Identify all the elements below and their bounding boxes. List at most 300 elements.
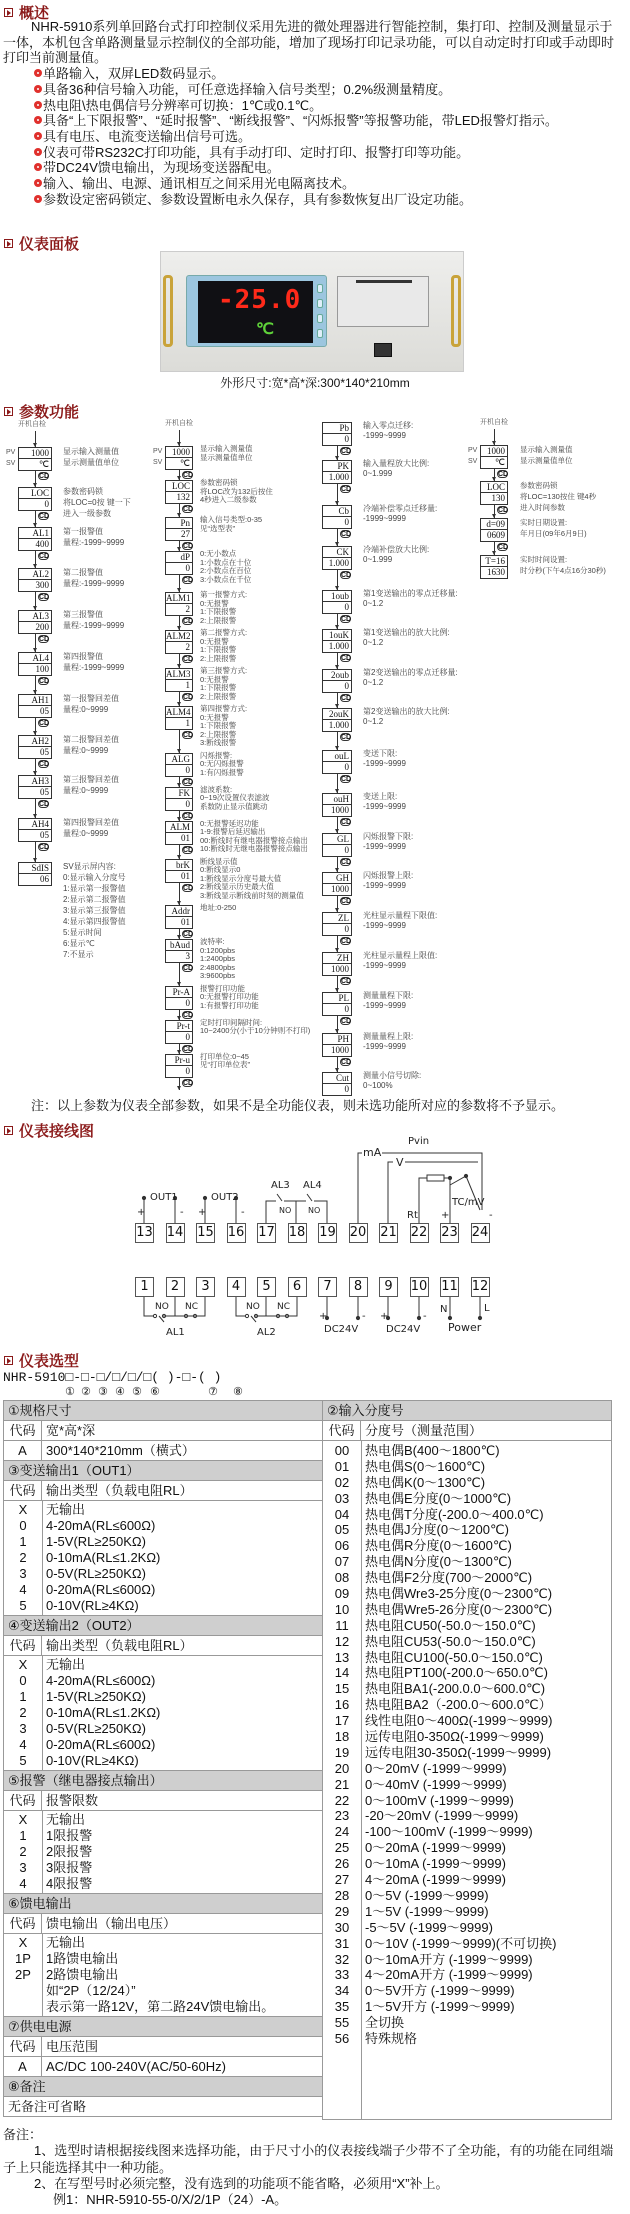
code-cell: 2P <box>15 1967 31 1982</box>
desc-cell: 热电偶Wre3-25分度(0～2300℃) <box>365 1586 553 1602</box>
param-box-al1 <box>18 527 52 551</box>
param-box-pb <box>322 422 352 446</box>
table-row <box>4 1935 322 1951</box>
param-code: 2ouK <box>323 709 351 720</box>
code-cell: 30 <box>334 1919 350 1935</box>
section-arrow-icon <box>4 239 13 248</box>
code-cell: 19 <box>334 1744 350 1760</box>
table-row <box>4 1441 322 1461</box>
out1-label: OUT1 <box>150 1192 178 1203</box>
param-value: 01 <box>181 917 190 927</box>
param-code: Pn <box>166 518 192 529</box>
param-box-1000 <box>480 445 508 469</box>
code-cell <box>4 1999 42 2015</box>
param-box-1ouk <box>322 629 352 653</box>
desc-cell: 热电偶S(0～1600℃) <box>365 1458 486 1474</box>
table-row <box>4 1673 322 1689</box>
code-cell: 4 <box>19 1582 27 1597</box>
param-code: ALM <box>166 822 192 833</box>
pv-display-value: -25.0 <box>218 285 302 315</box>
param-value: ℃ <box>179 458 190 468</box>
set-key-icon: CD <box>498 507 509 514</box>
param-description <box>63 609 124 631</box>
terminal-20: 20 <box>349 1223 368 1243</box>
set-key-icon: CD <box>341 695 352 702</box>
table-section-title: ④变送输出2（OUT2） <box>4 1616 322 1636</box>
param-description-line: 1:下限报警 <box>200 645 237 654</box>
param-box-t=16 <box>480 555 508 579</box>
param-description-line: 输入信号类型:0-35 <box>200 515 263 524</box>
param-box-al2 <box>18 568 52 592</box>
param-description-line: 0:1200pbs <box>200 945 236 955</box>
param-description <box>63 651 124 673</box>
param-description-line: 0~19次设置仪表滤波 <box>200 793 270 802</box>
flow-arrow <box>337 1015 338 1033</box>
flow-arrow <box>337 652 338 669</box>
table-row <box>4 1999 322 2015</box>
feature-item <box>3 82 617 98</box>
feature-text: 热电阻\热电偶信号分辨率可切换：1℃或0.1℃。 <box>43 97 323 113</box>
table-row <box>323 1491 611 1507</box>
code-cell: X <box>18 1502 28 1517</box>
flow-arrow <box>179 503 180 517</box>
wiring-lines <box>0 1130 630 1350</box>
flow-arrow <box>337 483 338 505</box>
param-code: bAud <box>166 940 192 951</box>
table-row <box>323 1872 611 1888</box>
param-code: Pr-A <box>166 987 192 998</box>
param-description-line: 0:无报警 <box>200 598 229 608</box>
param-box-zh <box>322 952 352 976</box>
model-marker: ⑥ <box>150 1386 160 1398</box>
param-box-baud <box>165 939 193 963</box>
flow-arrow <box>494 429 495 445</box>
param-description-line: 0:无报警延迟功能 <box>200 818 259 828</box>
param-description-line: 0:无小数点 <box>200 549 237 558</box>
param-value: 1.000 <box>328 641 349 651</box>
param-value: 1000 <box>331 805 349 815</box>
set-key-icon: CD <box>39 844 50 851</box>
param-description <box>200 550 251 584</box>
param-value: 0 <box>344 602 349 612</box>
table-header-row <box>4 1421 322 1441</box>
set-key-icon: CD <box>39 513 50 520</box>
flow-arrow <box>337 816 338 833</box>
param-description-line: 波特率: <box>200 937 225 946</box>
param-description <box>200 858 304 901</box>
param-description-line: 光柱显示量程上限值: <box>363 951 438 960</box>
param-code: Pb <box>323 423 351 434</box>
param-description <box>200 904 236 913</box>
param-description-line: 量程:0~9999 <box>63 829 109 838</box>
feature-text: 具备36种信号输入功能，可任意选择输入信号类型；0.2%级测量精度。 <box>43 81 452 97</box>
desc-cell: 0-20mA(RL≤600Ω) <box>46 1582 156 1597</box>
feature-item <box>3 129 617 145</box>
desc-cell: 热电偶J分度(0～1200℃) <box>365 1522 509 1538</box>
bullet-icon <box>34 163 42 171</box>
desc-cell: 无输出 <box>46 1502 86 1517</box>
table-section-title: ①规格尺寸 <box>4 1401 322 1421</box>
table-row <box>323 1618 611 1634</box>
param-description-line: 滤波系数: <box>200 784 233 794</box>
param-description-line: 将LOC=130按住 键4秒 <box>520 492 597 501</box>
set-key-icon: CD <box>183 506 194 513</box>
desc-cell: 0～5V (-1999～9999) <box>365 1887 489 1903</box>
param-code: 1000 <box>166 447 192 458</box>
desc-cell: 特殊规格 <box>365 2030 418 2046</box>
param-description-line: 1:下限报警 <box>200 607 237 616</box>
table-row <box>323 1507 611 1523</box>
table-row <box>323 1808 611 1824</box>
desc-cell: 0-10V(RL≥4KΩ) <box>46 1753 139 1768</box>
section-title: 仪表接线图 <box>19 1122 95 1140</box>
code-cell: 34 <box>334 1983 350 1999</box>
param-code: T=16 <box>481 556 507 567</box>
desc-cell: 热电阻BA2（-200.0～600.0℃） <box>365 1697 552 1713</box>
plus-sign: + <box>319 1311 328 1322</box>
power-switch <box>374 343 392 357</box>
flow-arrow <box>337 569 338 590</box>
param-code: ALM3 <box>166 669 191 679</box>
set-key-icon: CD <box>341 1018 352 1025</box>
table-row <box>323 1681 611 1697</box>
printer-module <box>337 276 429 327</box>
param-description <box>200 985 259 1011</box>
pv-label: PV <box>468 447 478 454</box>
param-description-line: 打印单位:0~45 <box>200 1051 249 1061</box>
table-list <box>4 1501 322 1616</box>
code-cell: 01 <box>334 1458 350 1474</box>
set-key-icon: CD <box>39 720 50 727</box>
param-description-line: 第三报警回差值 <box>63 775 119 784</box>
set-key-icon: CD <box>341 859 352 866</box>
desc-cell: 热电阻BA1(-200.0.0～600.0℃) <box>365 1681 546 1697</box>
desc-cell: 0～5V开方 (-1999～9999) <box>365 1983 515 1999</box>
param-description <box>200 629 247 663</box>
flow-arrow <box>179 928 180 939</box>
flow-arrow <box>35 675 36 694</box>
column-header: 代码 <box>323 1421 361 1440</box>
param-description <box>363 871 413 891</box>
param-code: ALM1 <box>166 593 191 603</box>
desc-cell: 1-5V(RL≥250KΩ) <box>46 1689 146 1704</box>
param-value: ℃ <box>38 459 49 469</box>
n-label: N <box>440 1304 448 1315</box>
table-row <box>4 1967 322 1983</box>
flow-arrow <box>337 975 338 992</box>
param-box-ah3 <box>18 775 52 799</box>
desc-cell: 无输出 <box>46 1935 86 1950</box>
desc-cell: 4-20mA(RL≤600Ω) <box>46 1673 156 1688</box>
param-value: 0 <box>185 1031 190 1042</box>
table-header-row <box>4 1636 322 1656</box>
param-description <box>63 526 124 548</box>
param-value: 200 <box>35 622 49 632</box>
table-row <box>4 1550 322 1566</box>
set-key-icon: CD <box>341 486 352 493</box>
led-screen <box>198 281 313 343</box>
set-key-icon: CD <box>341 572 352 579</box>
bullet-icon <box>34 132 42 140</box>
desc-cell: 1-5V(RL≥250KΩ) <box>46 1534 146 1549</box>
param-description-line: 2:断线显示历史最大值 <box>200 882 274 891</box>
out2-label: OUT2 <box>211 1192 239 1203</box>
param-description-line: 参数密码锁 <box>520 481 558 490</box>
column-header: 电压范围 <box>46 2039 99 2054</box>
remark-example: 例1：NHR-5910-55-0/X/2/1P（24）-A。 <box>53 2192 288 2208</box>
code-cell: 20 <box>334 1760 350 1776</box>
param-code: 1ouK <box>323 630 351 641</box>
code-cell: 21 <box>334 1776 350 1792</box>
param-value: 05 <box>40 787 49 797</box>
plus-sign: + <box>198 1207 207 1218</box>
table-row <box>323 1920 611 1936</box>
column-header: 馈电输出（输出电压） <box>46 1916 177 1931</box>
desc-cell: 3限报警 <box>46 1860 93 1875</box>
param-description-line: 第2变送输出的放大比例: <box>363 707 450 716</box>
desc-cell: 4～20mA开方 (-1999～9999) <box>365 1967 533 1983</box>
param-box-fk <box>165 787 193 811</box>
terminal-24: 24 <box>471 1223 490 1243</box>
param-description-line: 闪烁报警下限: <box>363 832 414 841</box>
flow-arrow <box>35 841 36 862</box>
param-description-line: 量程:-1999~9999 <box>63 538 125 547</box>
table-row <box>323 1967 611 1983</box>
set-key-icon: CD <box>183 1011 194 1019</box>
tc-mv-label: TC/mV <box>452 1197 485 1208</box>
desc-cell: 0-10V(RL≥4KΩ) <box>46 1598 139 1613</box>
param-code: AH3 <box>19 776 51 787</box>
nc-label: NC <box>185 1302 199 1312</box>
model-marker: ⑦ <box>208 1386 218 1398</box>
table-row <box>4 1502 322 1518</box>
param-value: 0 <box>185 798 190 809</box>
flow-arrow <box>494 504 495 518</box>
param-description <box>63 861 126 960</box>
param-description-line: 见“选型表” <box>200 523 235 533</box>
flow-arrow <box>337 895 338 912</box>
table-list <box>4 1811 322 1894</box>
code-cell: 11 <box>335 1617 349 1633</box>
param-description-line: 变送上限: <box>363 792 398 801</box>
minus-sign: - <box>423 1311 427 1322</box>
param-box-d=09 <box>480 518 508 542</box>
param-value: 0 <box>344 1084 349 1094</box>
flow-arrow <box>179 574 180 592</box>
flow-arrow <box>179 776 180 787</box>
param-description-line: 实时时间设置: <box>520 555 568 564</box>
desc-cell: 0～10mA (-1999～9999) <box>365 1856 506 1872</box>
param-code: ouH <box>323 794 351 805</box>
param-description-line: 2:上限报警 <box>200 615 237 625</box>
table-row <box>4 2057 322 2077</box>
param-value: 05 <box>40 706 49 716</box>
code-cell: A <box>4 1441 42 1460</box>
set-key-icon: CD <box>39 761 50 768</box>
param-code: GH <box>323 873 351 884</box>
desc-cell: 0-10mA(RL≤1.2KΩ) <box>46 1705 161 1720</box>
param-description <box>363 792 406 812</box>
desc-cell: 热电偶B(400～1800℃) <box>365 1443 500 1458</box>
column-header: 分度号（测量范围） <box>365 1423 483 1438</box>
param-value: 1.000 <box>328 720 349 730</box>
v-label: V <box>396 1156 404 1169</box>
table-row <box>323 1650 611 1666</box>
param-code: 2oub <box>323 670 351 681</box>
param-description-line: 3:断线显示断线前时刻的测量值 <box>200 890 304 900</box>
param-value: ℃ <box>494 457 505 467</box>
set-key-icon: CD <box>341 776 352 783</box>
param-description <box>200 820 308 854</box>
terminal-11: 11 <box>440 1277 459 1297</box>
param-code: ZL <box>323 913 351 924</box>
desc-cell: 热电偶Wre5-26分度(0～2300℃) <box>365 1601 553 1617</box>
param-value: 1000 <box>331 884 349 894</box>
desc-cell: 0～40mV (-1999～9999) <box>365 1776 507 1792</box>
param-description-line: 第三报警方式: <box>200 666 248 675</box>
flow-arrow <box>337 692 338 708</box>
param-value: 05 <box>40 830 49 840</box>
code-cell: 5 <box>19 1753 27 1768</box>
terminal-18: 18 <box>288 1223 307 1243</box>
terminal-4: 4 <box>227 1277 246 1297</box>
set-key-icon: CD <box>183 732 194 739</box>
param-description <box>200 667 247 701</box>
flow-arrow <box>179 844 180 859</box>
param-description-line: 地址:0-250 <box>200 903 237 912</box>
flow-arrow <box>35 717 36 735</box>
table-row <box>323 1586 611 1602</box>
desc-cell: 0～20mV (-1999～9999) <box>365 1760 507 1776</box>
code-cell: 28 <box>334 1887 350 1903</box>
code-cell: 1 <box>19 1534 27 1549</box>
desc-cell: 热电偶F2分度(700～2000℃) <box>365 1570 533 1586</box>
table-row <box>323 1443 611 1459</box>
terminal-2: 2 <box>166 1277 185 1297</box>
param-description <box>200 705 247 748</box>
column-header: 代码 <box>4 1636 42 1655</box>
param-description-line: 显示测量值单位 <box>200 452 253 462</box>
flow-arrow <box>494 468 495 481</box>
code-cell: 15 <box>334 1681 350 1697</box>
param-description-line: 0:显示输入分度号 <box>63 873 126 882</box>
flow-arrow <box>179 810 180 821</box>
param-description <box>200 938 235 981</box>
param-code: PL <box>323 993 351 1004</box>
param-value: 2 <box>185 642 190 652</box>
flow-arrow <box>337 613 338 629</box>
terminal-22: 22 <box>410 1223 429 1243</box>
code-cell: 3 <box>19 1566 27 1581</box>
section-arrow-icon <box>4 8 13 17</box>
param-description-line: 量程:-1999~9999 <box>63 663 125 672</box>
startup-label: 开机自检 <box>480 419 508 426</box>
param-value: 01 <box>181 870 190 881</box>
set-key-icon: CD <box>183 472 194 479</box>
al3-label: AL3 <box>271 1180 290 1191</box>
param-code: LOC <box>481 482 507 493</box>
column-header: 代码 <box>4 1421 42 1440</box>
desc-cell: 热电阻PT100(-200.0～650.0℃) <box>365 1665 548 1681</box>
terminal-10: 10 <box>410 1277 429 1297</box>
table-row <box>4 1753 322 1769</box>
pv-label: PV <box>6 449 16 456</box>
code-cell: 4 <box>19 1737 27 1752</box>
code-cell: 35 <box>334 1999 350 2015</box>
code-cell: 07 <box>334 1554 350 1570</box>
panel-keys <box>317 284 324 344</box>
desc-cell: 0-10mA(RL≤1.2KΩ) <box>46 1550 161 1565</box>
minus-sign: - <box>362 1311 366 1322</box>
param-description-line: 0:无报警 <box>200 712 229 722</box>
al2-label: AL2 <box>257 1327 276 1338</box>
flow-arrow <box>179 1077 180 1090</box>
set-key-icon: CD <box>183 965 194 972</box>
code-cell: 4 <box>19 1876 27 1891</box>
section-title: 仪表选型 <box>19 1352 80 1370</box>
desc-cell: 4限报警 <box>46 1876 93 1891</box>
param-description-line: 2:上限报警 <box>200 691 237 701</box>
startup-label: 开机自检 <box>18 421 46 428</box>
model-marker: ⑧ <box>233 1386 243 1398</box>
param-box-zl <box>322 912 352 936</box>
param-description <box>63 774 119 796</box>
flow-arrow <box>35 550 36 568</box>
param-box-pl <box>322 992 352 1016</box>
table-row <box>323 1952 611 1968</box>
param-description-line: 0:无闪烁报警 <box>200 759 244 768</box>
table-row <box>4 1721 322 1737</box>
param-description-line: 断线显示值 <box>200 856 238 866</box>
bullet-icon <box>34 101 42 109</box>
param-code: ALG <box>166 754 192 765</box>
flow-arrow <box>179 882 180 906</box>
code-cell: 2 <box>19 1550 27 1565</box>
set-key-icon: CD <box>498 544 509 551</box>
terminal-14: 14 <box>166 1223 185 1243</box>
param-code: GL <box>323 834 351 845</box>
param-description-line: 0:无报警打印功能 <box>200 992 259 1001</box>
flow-arrow <box>35 431 36 447</box>
param-value: 06 <box>40 874 49 884</box>
desc-cell: 0-20mA(RL≤600Ω) <box>46 1737 156 1752</box>
desc-cell: 4～20mA (-1999～9999) <box>365 1872 506 1888</box>
code-cell: 24 <box>334 1824 350 1840</box>
param-box-loc <box>18 487 52 511</box>
param-value: 3 <box>185 951 190 961</box>
desc-cell: 0-5V(RL≥250KΩ) <box>46 1721 146 1736</box>
flow-arrow <box>179 1009 180 1020</box>
param-description-line: 年月日(09年6月9日) <box>520 529 587 538</box>
flow-arrow <box>35 470 36 487</box>
param-value: 0 <box>44 499 49 509</box>
param-description-line: 显示输入测量值 <box>63 447 119 456</box>
table-row <box>323 1697 611 1713</box>
set-key-icon: CD <box>39 553 50 560</box>
set-key-icon: CD <box>183 1079 194 1087</box>
code-cell: 10 <box>334 1601 350 1617</box>
param-description <box>63 693 119 715</box>
overview-text <box>3 19 617 207</box>
table-row <box>4 1705 322 1721</box>
param-value: 300 <box>35 580 49 590</box>
param-description-line: 0:断线显示0 <box>200 865 241 874</box>
set-key-icon: CD <box>341 938 352 945</box>
param-box-alm2 <box>165 630 193 654</box>
table-row <box>323 1570 611 1586</box>
plus-sign: + <box>441 1210 450 1221</box>
set-key-icon: CD <box>183 618 194 625</box>
